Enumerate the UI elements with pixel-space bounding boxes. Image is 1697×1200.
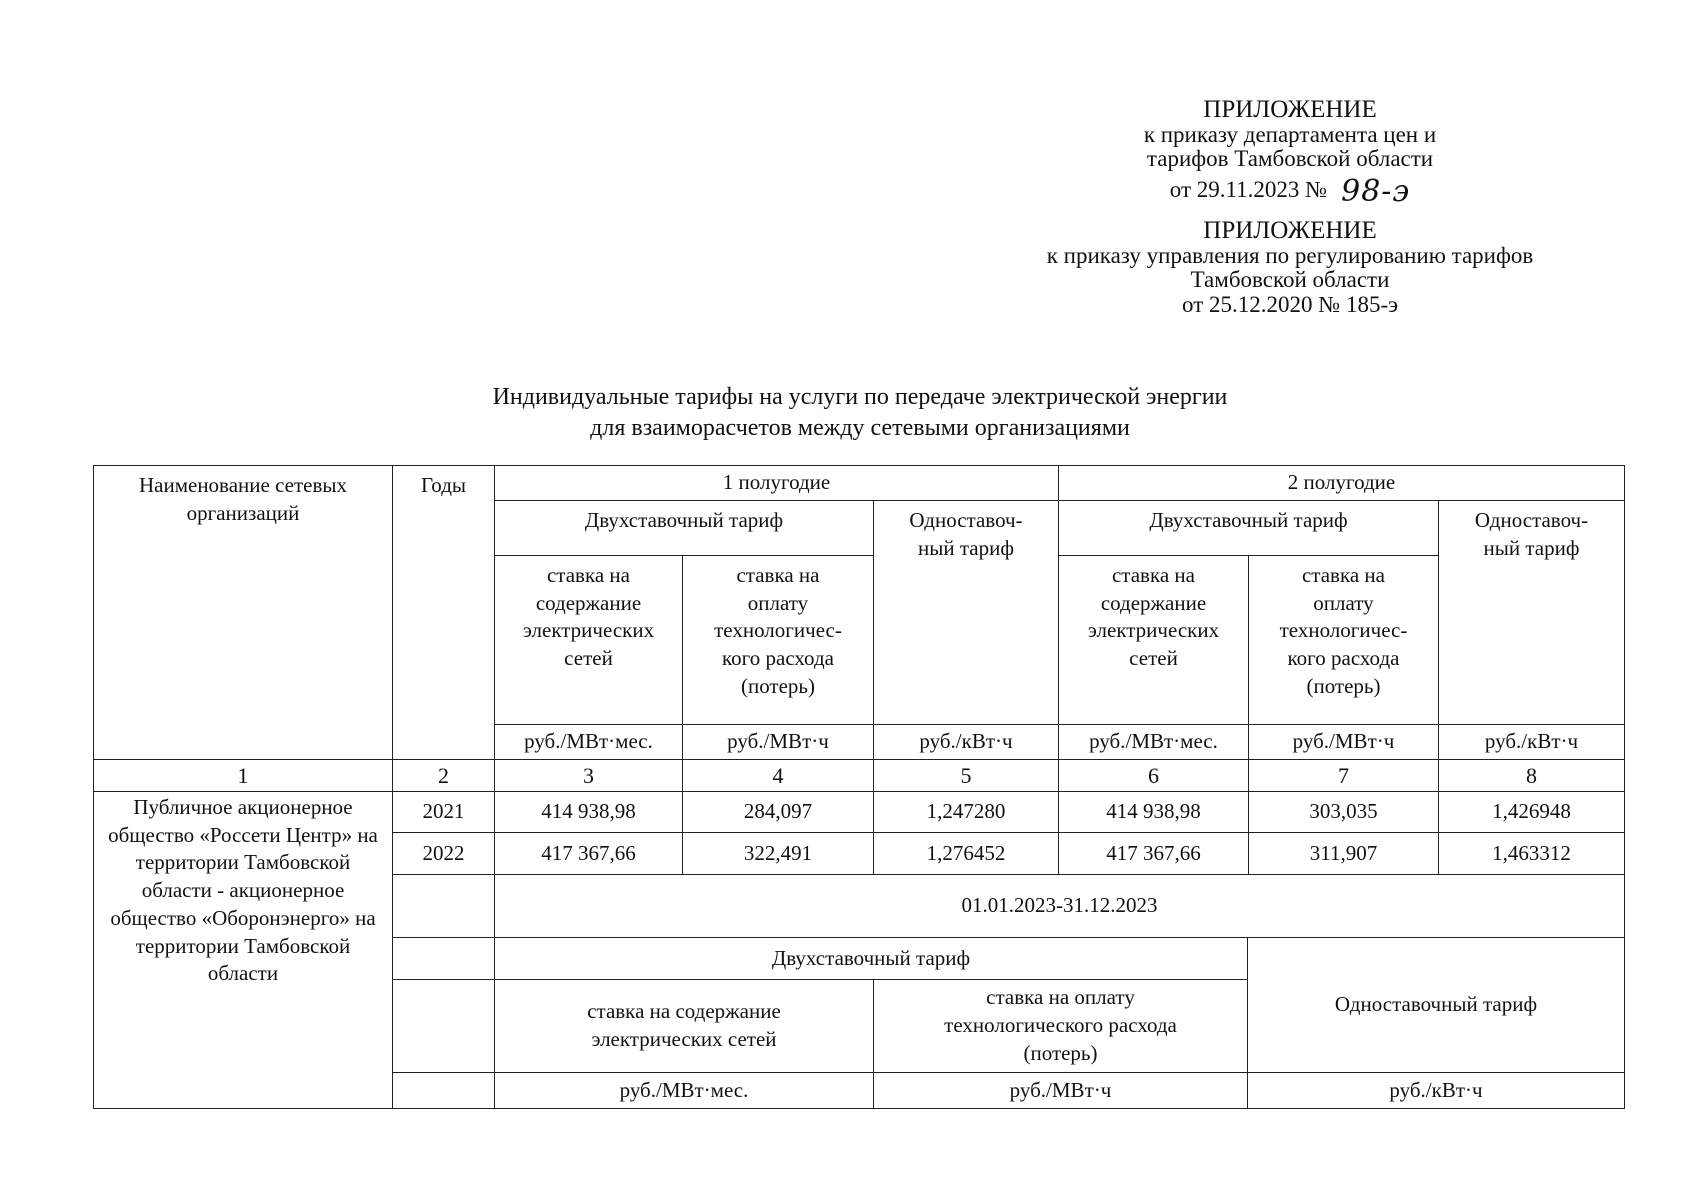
header-two-part-1: Двухставочный тариф	[494, 500, 874, 556]
value-cell: 1,276452	[873, 832, 1059, 875]
header-one-part-2: Одноставоч- ный тариф	[1438, 500, 1625, 725]
header-years: Годы	[392, 465, 495, 760]
rate-maintenance-2023: ставка на содержание электрических сетей	[494, 979, 874, 1073]
period-2023: 01.01.2023-31.12.2023	[494, 874, 1625, 938]
header-rate-losses-1: ставка на оплату технологичес- кого расхода (потерь)	[682, 555, 874, 725]
handwritten-order-number: 98-э	[1341, 173, 1411, 209]
one-part-tariff-2023: Одноставочный тариф	[1247, 937, 1625, 1073]
unit-cell: руб./МВт·ч	[682, 724, 874, 760]
year-cell-empty	[392, 1072, 495, 1109]
appendix-title: ПРИЛОЖЕНИЕ	[1203, 217, 1377, 244]
unit-cell: руб./МВт·ч	[1248, 724, 1439, 760]
value-cell: 1,426948	[1438, 791, 1625, 833]
unit-cell: руб./МВт·ч	[873, 1072, 1248, 1109]
column-number: 6	[1058, 759, 1249, 792]
header-half-1: 1 полугодие	[494, 465, 1059, 501]
rate-losses-2023: ставка на оплату технологического расхода (потерь)	[873, 979, 1248, 1073]
appendix-line: тарифов Тамбовской области	[1146, 146, 1434, 172]
unit-cell: руб./МВт·мес.	[494, 1072, 874, 1109]
document-title-line: для взаиморасчетов между сетевыми организациями	[590, 415, 1130, 442]
appendix-date-line	[1080, 172, 1500, 209]
appendix-line: Тамбовской области	[1190, 267, 1390, 293]
document-title	[330, 382, 1390, 444]
header-one-part-1: Одноставоч- ный тариф	[873, 500, 1059, 725]
column-number: 1	[93, 759, 393, 792]
unit-cell: руб./кВт·ч	[1247, 1072, 1625, 1109]
value-cell: 414 938,98	[1058, 791, 1249, 833]
appendix-date: от 29.11.2023 №	[1169, 176, 1328, 202]
year-cell-empty	[392, 937, 495, 980]
header-two-part-2: Двухставочный тариф	[1058, 500, 1439, 556]
value-cell: 1,463312	[1438, 832, 1625, 875]
column-number: 7	[1248, 759, 1439, 792]
unit-cell: руб./кВт·ч	[873, 724, 1059, 760]
value-cell: 417 367,66	[1058, 832, 1249, 875]
header-rate-losses-2: ставка на оплату технологичес- кого расхода (потерь)	[1248, 555, 1439, 725]
document-title-line: Индивидуальные тарифы на услуги по передаче электрической энергии	[492, 384, 1228, 410]
header-half-2: 2 полугодие	[1058, 465, 1625, 501]
two-part-tariff-2023: Двухставочный тариф	[494, 937, 1248, 980]
year-cell-empty	[392, 979, 495, 1073]
column-number: 8	[1438, 759, 1625, 792]
column-number: 5	[873, 759, 1059, 792]
value-cell: 417 367,66	[494, 832, 683, 875]
appendix-title: ПРИЛОЖЕНИЕ	[1203, 96, 1377, 123]
column-number: 2	[392, 759, 495, 792]
value-cell: 414 938,98	[494, 791, 683, 833]
value-cell: 322,491	[682, 832, 874, 875]
header-org-name: Наименование сетевых организаций	[93, 465, 393, 760]
appendix-line: к приказу управления по регулированию тарифов	[1046, 243, 1534, 269]
unit-cell: руб./кВт·ч	[1438, 724, 1625, 760]
value-cell: 1,247280	[873, 791, 1059, 833]
column-number: 3	[494, 759, 683, 792]
unit-cell: руб./МВт·мес.	[494, 724, 683, 760]
appendix-line: к приказу департамента цен и	[1143, 122, 1437, 148]
appendix-line: от 25.12.2020 № 185-э	[1182, 291, 1398, 317]
header-rate-maintenance-1: ставка на содержание электрических сетей	[494, 555, 683, 725]
appendix-current-order	[1080, 96, 1500, 209]
appendix-original-order	[970, 218, 1610, 317]
unit-cell: руб./МВт·мес.	[1058, 724, 1249, 760]
organization-name: Публичное акционерное общество «Россети Центр» на территории Тамбовской области - акционерное общество «Оборонэнерго» на территории Тамбовской области	[93, 791, 393, 1109]
value-cell: 284,097	[682, 791, 874, 833]
year-cell-empty	[392, 874, 495, 938]
year-cell: 2021	[392, 791, 495, 833]
column-number: 4	[682, 759, 874, 792]
year-cell: 2022	[392, 832, 495, 875]
value-cell: 303,035	[1248, 791, 1439, 833]
value-cell: 311,907	[1248, 832, 1439, 875]
header-rate-maintenance-2: ставка на содержание электрических сетей	[1058, 555, 1249, 725]
